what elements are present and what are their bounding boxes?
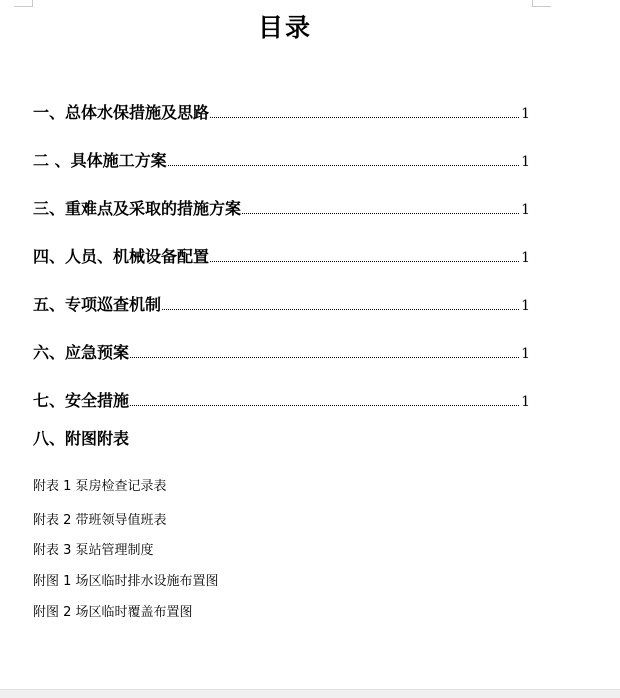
toc-entry[interactable] bbox=[33, 100, 530, 124]
appendix-item: 附表 2 带班领导值班表 bbox=[33, 513, 167, 528]
page-title: 目录 bbox=[257, 13, 312, 42]
appendix-item: 附图 2 场区临时覆盖布置图 bbox=[33, 605, 193, 620]
toc-entry[interactable] bbox=[33, 244, 530, 268]
toc-entry-label: 一、总体水保措施及思路 bbox=[33, 103, 210, 122]
appendix-heading: 八、附图附表 bbox=[33, 429, 130, 448]
toc-entry[interactable] bbox=[33, 196, 530, 220]
toc-page-number: 1 bbox=[521, 298, 530, 314]
toc-entry-label: 六、应急预案 bbox=[33, 343, 130, 362]
toc-entry-label: 五、专项巡查机制 bbox=[33, 295, 162, 314]
toc-dot-leader bbox=[130, 356, 519, 358]
toc-entry-label: 七、安全措施 bbox=[33, 391, 130, 410]
appendix-item: 附表 3 泵站管理制度 bbox=[33, 543, 154, 558]
toc-dot-leader bbox=[210, 116, 519, 118]
toc-page-number: 1 bbox=[521, 154, 530, 170]
toc-page-number: 1 bbox=[521, 394, 530, 410]
toc-entry[interactable] bbox=[33, 292, 530, 316]
toc-entry-label: 四、人员、机械设备配置 bbox=[33, 247, 210, 266]
document-bottom-edge bbox=[0, 689, 620, 698]
toc-entry[interactable] bbox=[33, 340, 530, 364]
crop-mark-top-left bbox=[14, 0, 33, 7]
toc-dot-leader bbox=[168, 164, 520, 166]
toc-dot-leader bbox=[162, 308, 519, 310]
toc-dot-leader bbox=[130, 404, 519, 406]
appendix-item: 附图 1 场区临时排水设施布置图 bbox=[33, 574, 219, 589]
toc-dot-leader bbox=[210, 260, 519, 262]
appendix-item: 附表 1 泵房检查记录表 bbox=[33, 479, 167, 494]
toc-page-number: 1 bbox=[521, 106, 530, 122]
toc-entry-label: 三、重难点及采取的措施方案 bbox=[33, 199, 242, 218]
toc-dot-leader bbox=[242, 212, 519, 214]
toc-entry-label: 二 、具体施工方案 bbox=[33, 151, 167, 170]
toc-entry[interactable] bbox=[33, 148, 530, 172]
toc-entry[interactable] bbox=[33, 388, 530, 412]
crop-mark-top-right bbox=[532, 0, 551, 7]
toc-page-number: 1 bbox=[521, 202, 530, 218]
toc-page-number: 1 bbox=[521, 250, 530, 266]
toc-page-number: 1 bbox=[521, 346, 530, 362]
